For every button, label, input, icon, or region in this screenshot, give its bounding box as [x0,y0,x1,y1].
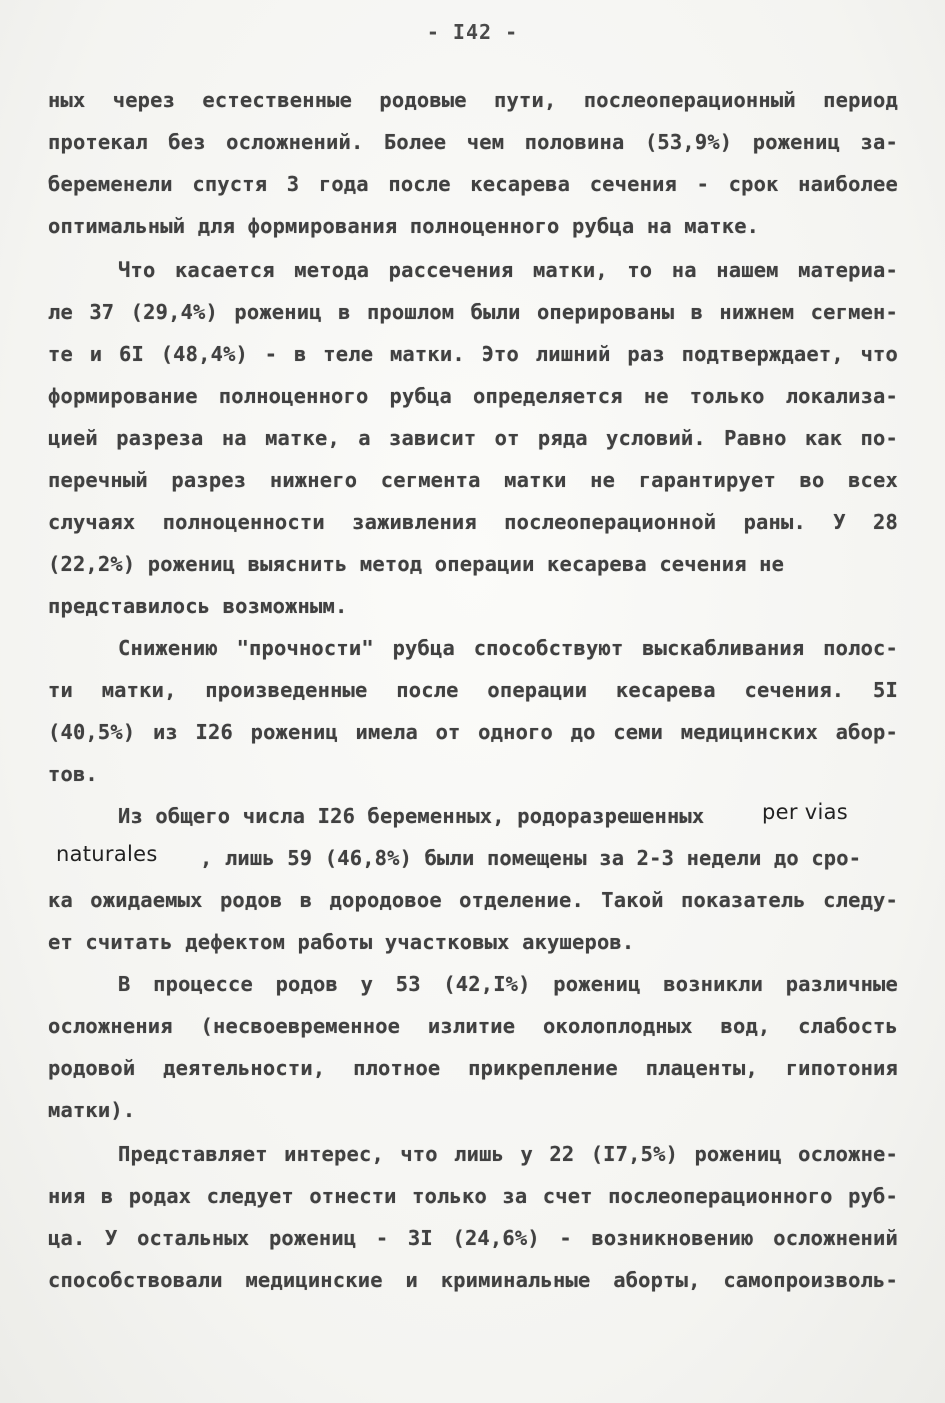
text-line: формирование полноценного рубца определяется не только локализа- [48,384,898,408]
text-line: представилось возможным. [48,594,348,618]
text-line: ле 37 (29,4%) рожениц в прошлом были оперированы в нижнем сегмен- [48,300,898,324]
text-line: родовой деятельности, плотное прикрепление плаценты, гипотония [48,1056,898,1080]
text-line: , лишь 59 (46,8%) были помещены за 2-3 недели до сро- [200,846,862,870]
text-line: (22,2%) рожениц выяснить метод операции кесарева сечения не [48,552,785,576]
handwritten-naturales: naturales [56,842,158,866]
text-line: те и 6I (48,4%) - в теле матки. Это лишний раз подтверждает, что [48,342,898,366]
text-line: осложнения (несвоевременное излитие околоплодных вод, слабость [48,1014,898,1038]
text-line: перечный разрез нижнего сегмента матки не гарантирует во всех [48,468,898,492]
text-line: протекал без осложнений. Более чем половина (53,9%) рожениц за- [48,130,898,154]
text-line: ет считать дефектом работы участковых акушеров. [48,930,635,954]
text-line: ных через естественные родовые пути, послеоперационный период [48,88,898,112]
text-line: Из общего числа I26 беременных, родоразрешенных [118,804,705,828]
text-line: ния в родах следует отнести только за счет послеоперационного руб- [48,1184,898,1208]
text-line: Снижению "прочности" рубца способствуют выскабливания полос- [118,636,898,660]
text-line: случаях полноценности заживления послеоперационной раны. У 28 [48,510,898,534]
handwritten-per-vias: per vias [762,800,849,824]
text-line: ти матки, произведенные после операции кесарева сечения. 5I [48,678,898,702]
text-line: ца. У остальных рожениц - 3I (24,6%) - возникновению осложнений [48,1226,898,1250]
page-number: - I42 - [426,20,519,44]
text-line: способствовали медицинские и криминальные аборты, самопроизволь- [48,1268,898,1292]
text-line: цией разреза на матке, а зависит от ряда условий. Равно как по- [48,426,898,450]
text-line: Что касается метода рассечения матки, то на нашем материа- [118,258,898,282]
text-line: оптимальный для формирования полноценного рубца на матке. [48,214,760,238]
text-line: тов. [48,762,98,786]
text-line: В процессе родов у 53 (42,I%) рожениц возникли различные [118,972,898,996]
text-line: (40,5%) из I26 рожениц имела от одного до семи медицинских абор- [48,720,898,744]
text-line: матки). [48,1098,136,1122]
text-line: Представляет интерес, что лишь у 22 (I7,5%) рожениц осложне- [118,1142,898,1166]
text-line: беременели спустя 3 года после кесарева сечения - срок наиболее [48,172,898,196]
text-line: ка ожидаемых родов в дородовое отделение. Такой показатель следу- [48,888,898,912]
